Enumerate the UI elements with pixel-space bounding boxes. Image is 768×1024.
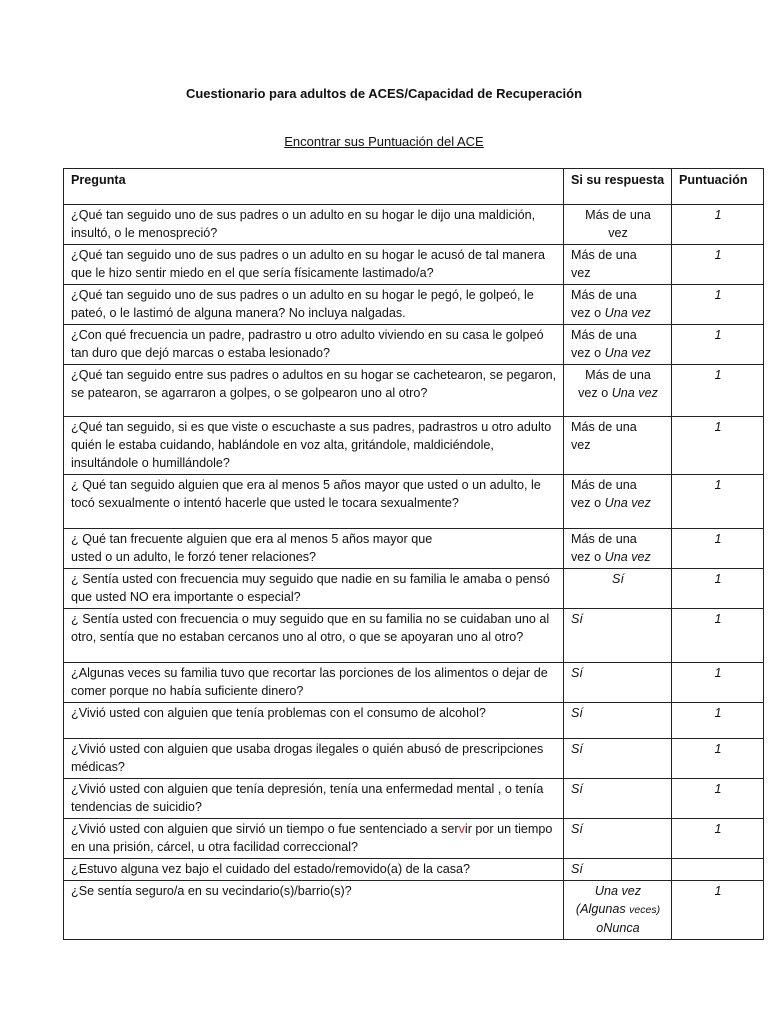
- table-row: [64, 703, 764, 739]
- points-cell: 1: [672, 881, 764, 940]
- question-cell: ¿Vivió usted con alguien que tenía problemas con el consumo de alcohol?: [64, 703, 564, 739]
- answer-text: vez o: [578, 386, 609, 400]
- question-text: ¿ Qué tan frecuente alguien que era al menos 5 años mayor que: [71, 532, 433, 546]
- question-cell: [64, 529, 564, 569]
- answer-text: Una vez: [604, 306, 651, 320]
- points-cell: 1: [672, 529, 764, 569]
- answer-text: Más de una: [571, 288, 637, 302]
- points-cell: 1: [672, 819, 764, 859]
- question-cell: ¿Vivió usted con alguien que usaba drogas ilegales o quién abusó de prescripciones médicas?: [64, 739, 564, 779]
- answer-cell: Sí: [564, 859, 672, 881]
- answer-text: Más de una: [571, 532, 637, 546]
- points-cell: [672, 859, 764, 881]
- question-cell: [64, 819, 564, 859]
- table-row: [64, 417, 764, 475]
- table-row: [64, 779, 764, 819]
- points-cell: 1: [672, 663, 764, 703]
- answer-cell: Sí: [564, 703, 672, 739]
- answer-text: vez o: [571, 346, 602, 360]
- answer-cell: Sí: [564, 663, 672, 703]
- question-cell: ¿Qué tan seguido uno de sus padres o un adulto en su hogar le pegó, le golpeó, le pateó, o le lastimó de alguna manera? No incluya nalgadas.: [64, 285, 564, 325]
- answer-text: vez o: [571, 306, 602, 320]
- answer-cell: [564, 475, 672, 529]
- question-cell: ¿Qué tan seguido entre sus padres o adultos en su hogar se cachetearon, se pegaron, se patearon, se agarraron a golpes, o se golpearon uno al otro?: [64, 365, 564, 417]
- question-text: v: [458, 822, 465, 836]
- answer-text: oNunca: [596, 921, 640, 935]
- answer-cell: Sí: [564, 739, 672, 779]
- points-cell: 1: [672, 703, 764, 739]
- question-cell: ¿Vivió usted con alguien que tenía depresión, tenía una enfermedad mental , o tenía tendencias de suicidio?: [64, 779, 564, 819]
- table-row: [64, 819, 764, 859]
- answer-cell: Sí: [564, 609, 672, 663]
- header-points: Puntuación: [672, 169, 764, 205]
- points-cell: 1: [672, 569, 764, 609]
- question-cell: ¿Qué tan seguido uno de sus padres o un adulto en su hogar le dijo una maldición, insultó, o le menospreció?: [64, 205, 564, 245]
- table-row: [64, 365, 764, 417]
- answer-text: Más de una: [571, 248, 637, 262]
- answer-cell: [564, 365, 672, 417]
- table-row: [64, 663, 764, 703]
- question-cell: ¿Estuvo alguna vez bajo el cuidado del estado/removido(a) de la casa?: [64, 859, 564, 881]
- question-cell: ¿Algunas veces su familia tuvo que recortar las porciones de los alimentos o dejar de comer porque no había suficiente dinero?: [64, 663, 564, 703]
- answer-cell: [564, 205, 672, 245]
- answer-cell: Sí: [564, 569, 672, 609]
- table-row: [64, 859, 764, 881]
- points-cell: 1: [672, 325, 764, 365]
- answer-text: Una vez: [604, 496, 651, 510]
- header-answer: Si su respuesta: [564, 169, 672, 205]
- answer-text: Más de una: [585, 208, 651, 222]
- answer-text: Más de una: [571, 478, 637, 492]
- table-row: [64, 529, 764, 569]
- points-cell: 1: [672, 205, 764, 245]
- question-cell: ¿Qué tan seguido, si es que viste o escuchaste a sus padres, padrastros u otro adulto quién le estaba cuidando, hablándole en voz alta, gritándole, maldiciéndole, insultándole o humillándole?: [64, 417, 564, 475]
- points-cell: 1: [672, 609, 764, 663]
- answer-text: Una vez: [604, 550, 651, 564]
- question-cell: ¿Qué tan seguido uno de sus padres o un adulto en su hogar le acusó de tal manera que le hizo sentir miedo en el que sería físicamente lastimado/a?: [64, 245, 564, 285]
- question-text: usted o un adulto, le forzó tener relaciones?: [71, 550, 317, 564]
- table-row: [64, 569, 764, 609]
- question-text: ir por un tiempo en una prisión, cárcel, u otra facilidad correccional?: [71, 822, 553, 854]
- answer-text: veces): [629, 904, 661, 916]
- answer-text: (Algunas: [575, 902, 626, 916]
- ace-questionnaire-table: [63, 168, 764, 940]
- document-subtitle: Encontrar sus Puntuación del ACE: [284, 134, 484, 149]
- table-row: [64, 325, 764, 365]
- answer-cell: [564, 285, 672, 325]
- answer-cell: [564, 417, 672, 475]
- question-cell: ¿ Qué tan seguido alguien que era al menos 5 años mayor que usted o un adulto, le tocó sexualmente o intentó hacerle que usted le tocara sexualmente?: [64, 475, 564, 529]
- points-cell: 1: [672, 779, 764, 819]
- header-question: Pregunta: [64, 169, 564, 205]
- document-title: Cuestionario para adultos de ACES/Capacidad de Recuperación: [185, 86, 583, 101]
- answer-cell: Sí: [564, 819, 672, 859]
- question-cell: ¿Con qué frecuencia un padre, padrastro u otro adulto viviendo en su casa le golpeó tan duro que dejó marcas o estaba lesionado?: [64, 325, 564, 365]
- question-cell: ¿ Sentía usted con frecuencia o muy seguido que en su familia no se cuidaban uno al otro, sentía que no estaban cercanos uno al otro, o que se apoyaran uno al otro?: [64, 609, 564, 663]
- answer-text: vez: [571, 266, 591, 280]
- table-row: [64, 285, 764, 325]
- table-header-row: [64, 169, 764, 205]
- answer-text: Más de una: [571, 328, 637, 342]
- answer-text: vez: [608, 226, 628, 240]
- table-row: [64, 881, 764, 940]
- answer-text: Una vez: [611, 386, 658, 400]
- answer-cell: [564, 529, 672, 569]
- points-cell: 1: [672, 245, 764, 285]
- points-cell: 1: [672, 285, 764, 325]
- points-cell: 1: [672, 365, 764, 417]
- answer-text: Una vez: [594, 884, 642, 898]
- answer-text: Más de una: [585, 368, 651, 382]
- answer-text: vez o: [571, 550, 602, 564]
- table-row: [64, 245, 764, 285]
- points-cell: 1: [672, 417, 764, 475]
- answer-cell: [564, 881, 672, 940]
- answer-text: Una vez: [604, 346, 651, 360]
- table-row: [64, 739, 764, 779]
- answer-cell: Sí: [564, 779, 672, 819]
- question-text: ¿Vivió usted con alguien que sirvió un tiempo o fue sentenciado a ser: [71, 822, 459, 836]
- answer-cell: [564, 245, 672, 285]
- points-cell: 1: [672, 475, 764, 529]
- table-row: [64, 609, 764, 663]
- table-row: [64, 475, 764, 529]
- question-cell: ¿ Sentía usted con frecuencia muy seguido que nadie en su familia le amaba o pensó que usted NO era importante o especial?: [64, 569, 564, 609]
- answer-cell: [564, 325, 672, 365]
- question-cell: ¿Se sentía seguro/a en su vecindario(s)/barrio(s)?: [64, 881, 564, 940]
- answer-text: vez: [571, 438, 591, 452]
- points-cell: 1: [672, 739, 764, 779]
- table-row: [64, 205, 764, 245]
- answer-text: vez o: [571, 496, 602, 510]
- answer-text: Más de una: [571, 420, 637, 434]
